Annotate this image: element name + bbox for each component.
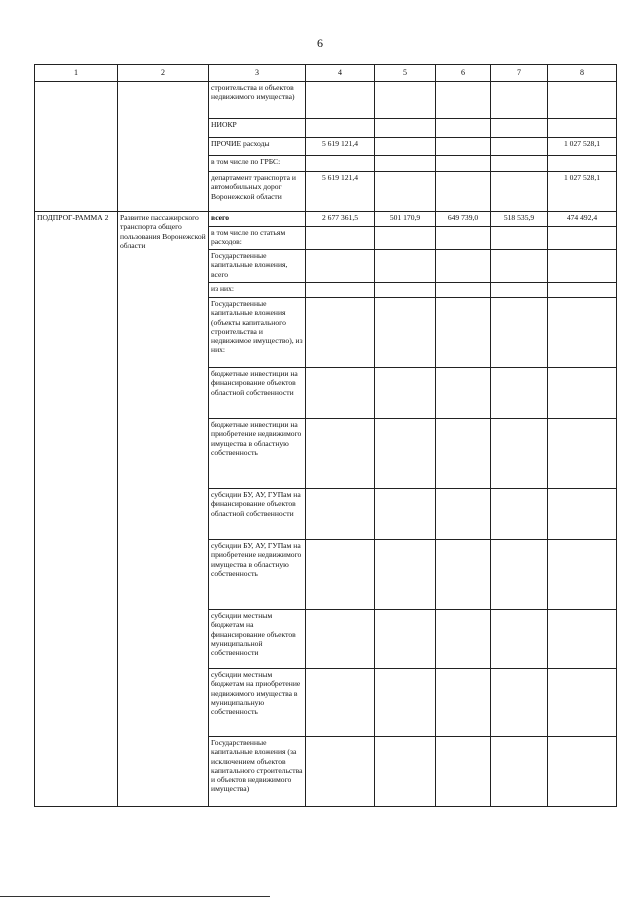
column-number: 5 bbox=[375, 65, 436, 82]
value-cell bbox=[306, 737, 375, 807]
empty-cell bbox=[118, 82, 209, 212]
value-cell bbox=[375, 119, 436, 138]
value-cell bbox=[375, 540, 436, 610]
value-cell: 649 739,0 bbox=[436, 212, 491, 227]
value-cell bbox=[491, 82, 548, 119]
item-label: Государственные капитальные вложения (объекты капитального строительства и недвижимое имущество), из них: bbox=[209, 298, 306, 368]
value-cell bbox=[436, 156, 491, 172]
item-label: ПРОЧИЕ расходы bbox=[209, 138, 306, 156]
table-row bbox=[35, 212, 617, 227]
value-cell bbox=[375, 283, 436, 298]
item-label: всего bbox=[209, 212, 306, 227]
value-cell bbox=[306, 419, 375, 489]
value-cell bbox=[548, 540, 617, 610]
value-cell bbox=[375, 298, 436, 368]
value-cell bbox=[436, 250, 491, 283]
value-cell bbox=[491, 540, 548, 610]
column-number: 4 bbox=[306, 65, 375, 82]
value-cell bbox=[375, 368, 436, 419]
value-cell bbox=[306, 283, 375, 298]
item-label: НИОКР bbox=[209, 119, 306, 138]
item-label: Государственные капитальные вложения, всего bbox=[209, 250, 306, 283]
value-cell bbox=[306, 368, 375, 419]
value-cell bbox=[375, 419, 436, 489]
value-cell bbox=[491, 156, 548, 172]
item-label: субсидии местным бюджетам на финансирование объектов муниципальной собственности bbox=[209, 610, 306, 669]
value-cell bbox=[436, 138, 491, 156]
value-cell bbox=[375, 489, 436, 540]
value-cell bbox=[491, 669, 548, 737]
column-number: 6 bbox=[436, 65, 491, 82]
value-cell bbox=[491, 489, 548, 540]
value-cell bbox=[548, 298, 617, 368]
value-cell bbox=[436, 610, 491, 669]
value-cell bbox=[548, 669, 617, 737]
value-cell bbox=[306, 298, 375, 368]
value-cell: 518 535,9 bbox=[491, 212, 548, 227]
table-row bbox=[35, 82, 617, 119]
value-cell bbox=[436, 419, 491, 489]
value-cell bbox=[306, 540, 375, 610]
value-cell: 1 027 528,1 bbox=[548, 138, 617, 156]
value-cell bbox=[436, 227, 491, 250]
value-cell: 501 170,9 bbox=[375, 212, 436, 227]
item-label: бюджетные инвестиции на приобретение недвижимого имущества в областную собственность bbox=[209, 419, 306, 489]
value-cell bbox=[491, 737, 548, 807]
value-cell bbox=[436, 298, 491, 368]
budget-table bbox=[34, 64, 617, 807]
value-cell bbox=[306, 669, 375, 737]
value-cell bbox=[548, 250, 617, 283]
value-cell bbox=[375, 138, 436, 156]
column-number: 1 bbox=[35, 65, 118, 82]
item-label: бюджетные инвестиции на финансирование объектов областной собственности bbox=[209, 368, 306, 419]
value-cell bbox=[375, 227, 436, 250]
page-number: 6 bbox=[317, 36, 323, 50]
value-cell bbox=[375, 737, 436, 807]
value-cell bbox=[491, 172, 548, 212]
item-label: строительства и объектов недвижимого имущества) bbox=[209, 82, 306, 119]
item-label: в том числе по статьям расходов: bbox=[209, 227, 306, 250]
value-cell bbox=[306, 250, 375, 283]
value-cell bbox=[548, 419, 617, 489]
value-cell: 5 619 121,4 bbox=[306, 138, 375, 156]
value-cell bbox=[375, 82, 436, 119]
item-label: субсидии местным бюджетам на приобретение недвижимого имущества в муниципальную собственность bbox=[209, 669, 306, 737]
value-cell bbox=[548, 737, 617, 807]
value-cell: 1 027 528,1 bbox=[548, 172, 617, 212]
value-cell bbox=[436, 489, 491, 540]
value-cell bbox=[306, 610, 375, 669]
value-cell bbox=[436, 119, 491, 138]
value-cell bbox=[375, 610, 436, 669]
value-cell bbox=[491, 283, 548, 298]
item-label: из них: bbox=[209, 283, 306, 298]
value-cell bbox=[491, 119, 548, 138]
value-cell bbox=[491, 368, 548, 419]
value-cell bbox=[491, 419, 548, 489]
column-number: 7 bbox=[491, 65, 548, 82]
value-cell bbox=[548, 82, 617, 119]
value-cell bbox=[375, 250, 436, 283]
value-cell bbox=[436, 669, 491, 737]
empty-cell bbox=[35, 82, 118, 212]
value-cell bbox=[375, 669, 436, 737]
value-cell bbox=[306, 156, 375, 172]
item-label: субсидии БУ, АУ, ГУПам на финансирование объектов областной собственности bbox=[209, 489, 306, 540]
value-cell bbox=[436, 82, 491, 119]
item-label: субсидии БУ, АУ, ГУПам на приобретение недвижимого имущества в областную собственность bbox=[209, 540, 306, 610]
value-cell bbox=[491, 227, 548, 250]
value-cell bbox=[375, 156, 436, 172]
column-number-row bbox=[35, 65, 617, 82]
column-number: 3 bbox=[209, 65, 306, 82]
value-cell bbox=[491, 610, 548, 669]
value-cell bbox=[491, 138, 548, 156]
value-cell bbox=[548, 610, 617, 669]
value-cell bbox=[436, 368, 491, 419]
item-label: Государственные капитальные вложения (за исключением объектов капитального строительства и объектов недвижимого имущества) bbox=[209, 737, 306, 807]
value-cell bbox=[491, 298, 548, 368]
value-cell bbox=[306, 489, 375, 540]
value-cell bbox=[306, 82, 375, 119]
subprogram-name: Развитие пассажирского транспорта общего пользования Воронежской области bbox=[118, 212, 209, 807]
value-cell bbox=[436, 540, 491, 610]
value-cell bbox=[548, 119, 617, 138]
value-cell: 5 619 121,4 bbox=[306, 172, 375, 212]
value-cell bbox=[548, 156, 617, 172]
value-cell: 474 492,4 bbox=[548, 212, 617, 227]
subprogram-code: ПОДПРОГ-РАММА 2 bbox=[35, 212, 118, 807]
value-cell bbox=[436, 172, 491, 212]
item-label: департамент транспорта и автомобильных дорог Воронежской области bbox=[209, 172, 306, 212]
value-cell bbox=[436, 737, 491, 807]
value-cell bbox=[491, 250, 548, 283]
value-cell bbox=[375, 172, 436, 212]
item-label: в том числе по ГРБС: bbox=[209, 156, 306, 172]
column-number: 8 bbox=[548, 65, 617, 82]
value-cell bbox=[306, 227, 375, 250]
value-cell bbox=[548, 227, 617, 250]
value-cell bbox=[548, 283, 617, 298]
footer-divider bbox=[0, 896, 270, 897]
column-number: 2 bbox=[118, 65, 209, 82]
value-cell bbox=[306, 119, 375, 138]
value-cell bbox=[548, 489, 617, 540]
value-cell bbox=[548, 368, 617, 419]
value-cell bbox=[436, 283, 491, 298]
value-cell: 2 677 361,5 bbox=[306, 212, 375, 227]
